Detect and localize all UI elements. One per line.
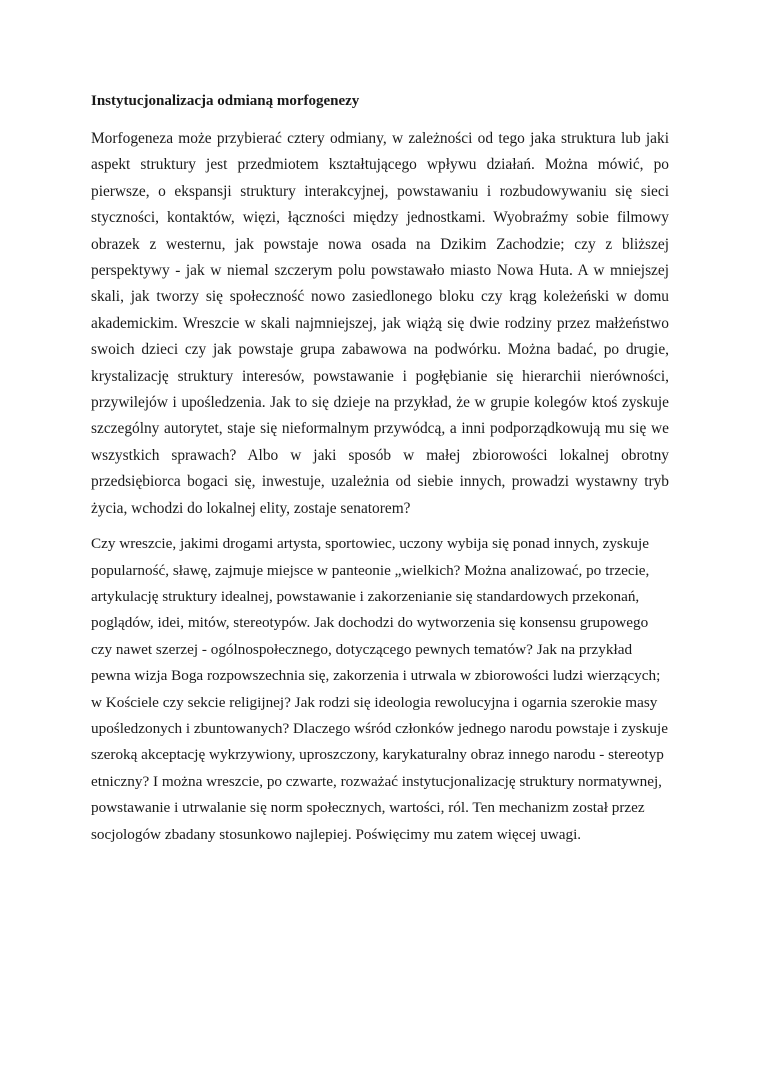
document-page: [91, 88, 669, 848]
paragraph-2: Czy wreszcie, jakimi drogami artysta, sportowiec, uczony wybija się ponad innych, zyskuje popularność, sławę, zajmuje miejsce w panteonie „wielkich? Można analizować, po trzecie, artykulację struktury idealnej, powstawanie i zakorzenianie się standardowych przekonań, poglądów, idei, mitów, stereotypów. Jak dochodzi do wytworzenia się konsensu grupowego czy nawet szerzej - ogólnospołecznego, dotyczącego pewnych tematów? Jak na przykład pewna wizja Boga rozpowszechnia się, zakorzenia i utrwala w zbiorowości ludzi wierzących; w Kościele czy sekcie religijnej? Jak rodzi się ideologia rewolucyjna i ogarnia szerokie masy upośledzonych i zbuntowanych? Dlaczego wśród członków jednego narodu powstaje i zyskuje szeroką akceptację wykrzywiony, uproszczony, karykaturalny obraz innego narodu - stereotyp etniczny? I można wreszcie, po czwarte, rozważać instytucjonalizację struktury normatywnej, powstawanie i utrwalanie się norm społecznych, wartości, ról. Ten mechanizm został przez socjologów zbadany stosunkowo najlepiej. Poświęcimy mu zatem więcej uwagi.: [91, 535, 668, 843]
paragraph-1: Morfogeneza może przybierać cztery odmiany, w zależności od tego jaka struktura lub jaki aspekt struktury jest przedmiotem kształtującego wpływu działań. Można mówić, po pierwsze, o ekspansji struktury interakcyjnej, powstawaniu i rozbudowywaniu się sieci styczności, kontaktów, więzi, łączności między jednostkami. Wyobraźmy sobie filmowy obrazek z westernu, jak powstaje nowa osada na Dzikim Zachodzie; czy z bliższej perspektywy - jak w niemal szczerym polu powstawało miasto Nowa Huta. A w mniejszej skali, jak tworzy się społeczność nowo zasiedlonego bloku czy krąg koleżeński w domu akademickim. Wreszcie w skali najmniejszej, jak wiążą się dwie rodziny przez małżeństwo swoich dzieci czy jak powstaje grupa zabawowa na podwórku. Można badać, po drugie, krystalizację struktury interesów, powstawanie i pogłębianie się hierarchii nierówności, przywilejów i upośledzenia. Jak to się dzieje na przykład, że w grupie kolegów ktoś zyskuje szczególny autorytet, staje się nieformalnym przywódcą, a inni podporządkowują mu się we wszystkich sprawach? Albo w jaki sposób w małej zbiorowości lokalnej obrotny przedsiębiorca bogaci się, inwestuje, uzależnia od siebie innych, prowadzi wystawny tryb życia, wchodzi do lokalnej elity, zostaje senatorem?: [91, 130, 669, 517]
document-title: Instytucjonalizacja odmianą morfogenezy: [91, 93, 360, 109]
